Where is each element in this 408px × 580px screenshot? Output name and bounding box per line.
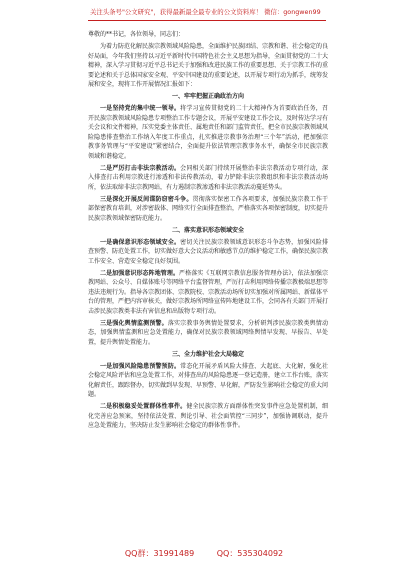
item-lead: 三是深化开展反间谍防窃密斗争。 [100, 195, 193, 203]
promo-banner[interactable]: 关注头条号"公文研究"，获得最新最全最专业的公文资料库！ 微信：gongwen99 [90, 8, 321, 16]
item-body: 常态化开展矛盾风险大排查、大起底、大化解，强化社会稳定风险评估和应急处置工作，对排查出的风险隐患逐一登记造册，建立工作台账，落实化解责任，跟踪督办，切实做到早发现、早预警、早化解，严防发生影响社会稳定的重大问题。 [88, 362, 329, 398]
item-body: 严格落实《互联网宗教信息服务管理办法》，依法加强宗教网站、公众号、自媒体账号等网络平台监督管理，严厉打击利用网络传播宗教极端思想等违法违规行为。指导各宗教团体、宗教院校、宗教活动场所切实加强对所属网站、新媒体平台的管理，严把内容审核关，做好宗教场所网络宣传阵地建设工作，会同各有关部门开展打击涉民族宗教类非法有害信息和出版物专项行动。 [88, 269, 329, 315]
section-1-item-2 [88, 164, 328, 193]
section-3-heading: 三、全力维护社会大局稳定 [171, 350, 244, 358]
section-1-item-3 [88, 195, 328, 224]
greeting: 尊敬的**书记，各位领导，同志们： [88, 31, 185, 38]
qq-group: QQ群：31991489 [124, 549, 195, 558]
section-2-item-3 [88, 319, 328, 348]
section-1-heading: 一、牢牢把握正确政治方向 [171, 93, 244, 100]
item-lead: 二是积极稳妥处置群体性事件。 [100, 403, 187, 410]
section-1-item-1 [88, 104, 328, 161]
document-body [88, 30, 328, 433]
item-lead: 一是坚持党的集中统一领导。 [100, 105, 181, 112]
section-2-item-2 [88, 269, 328, 317]
intro-paragraph: 为着力防范化解民族宗教领域风险隐患，全面维护民族团结、宗教和谐、社会稳定的良好局面，今年我们坚持以习近平新时代中国特色社会主义思想为指导，全面贯彻党的二十大精神，深入学习贯彻习近平总书记关于加强和改进民族工作的重要思想、关于宗教工作的重要论述和关于总体国家安全观、平安中国建设的重要论述，以开展专项行动为抓手，统筹发展和安全，现将工作开展情况汇报如下： [88, 43, 329, 88]
section-3-item-2 [88, 402, 328, 431]
item-lead: 一是确保意识形态领域安全。 [100, 238, 181, 246]
item-body: 落实宗教事务舆情处置要求，分析研判涉民族宗教类舆情动态，加强舆情监测和应急处置能力，确保对民族宗教领域网络舆情早发现、早报告、早处置，提升舆情处置能力。 [88, 319, 328, 346]
item-body: 健全民族宗教方面群体性突发事件应急处置机制，细化完善应急预案，坚持依法处置、舆论引导、社会面管控“三同步”，加强协调联动，提升应急处置能力，坚决防止发生影响社会稳定的群体性事件。 [88, 403, 328, 429]
banner-divider [88, 20, 326, 21]
item-body: 将学习宣传贯彻党的二十大精神作为首要政治任务，召开民族宗教领域风险隐患专项整治工作专题会议，开展平安建设工作会议，及时传达学习有关会议和文件精神，压实党委主体责任、属地责任和部门监管责任，把全市民族宗教领域风险隐患排查整治工作纳入年度工作重点，扎实推进宗教事务治理“三个年”活动，把加强宗教事务管理与“平安建设”紧密结合，全面提升依法管理宗教事务水平，确保全市民族宗教领域和谐稳定。 [88, 105, 329, 160]
item-lead: 一是加强风险隐患预警预防。 [100, 362, 181, 370]
item-lead: 三是强化舆情监测预警。 [100, 319, 168, 327]
item-body: 会同相关部门持续开展整治非法宗教活动专项行动，深入排查打击利用宗教进行渗透和非法传教活动，着力铲除非法宗教组织和非法宗教活动场所，依法取缔非法宗教网站，有力遏制宗教渗透和非法宗教活动蔓延势头。 [88, 164, 328, 191]
item-lead: 二是严厉打击非法宗教活动。 [100, 164, 181, 172]
section-2-item-1 [88, 238, 328, 267]
item-lead: 二是加强意识形态阵地管理。 [100, 269, 180, 277]
item-body: 贯彻落实保密工作各项要求，加强民族宗教工作干部保密教育培训，对涉密载体、网络实行全面排查整治，严格落实各项保密制度，切实提升民族宗教领域保密防范能力。 [88, 195, 329, 222]
footer-contact [0, 548, 408, 559]
section-2-heading: 二、落实意识形态领域安全 [171, 226, 244, 234]
section-3-item-1 [88, 362, 328, 400]
qq-number: QQ：535304092 [216, 549, 284, 558]
item-body: 密切关注民族宗教领域意识形态斗争态势，加强风险排查预警、防范处置工作，切实做好意大会议活动和敏感节点的维护稳定工作，确保民族宗教工作安全、营造安全稳定良好氛围。 [88, 238, 329, 265]
